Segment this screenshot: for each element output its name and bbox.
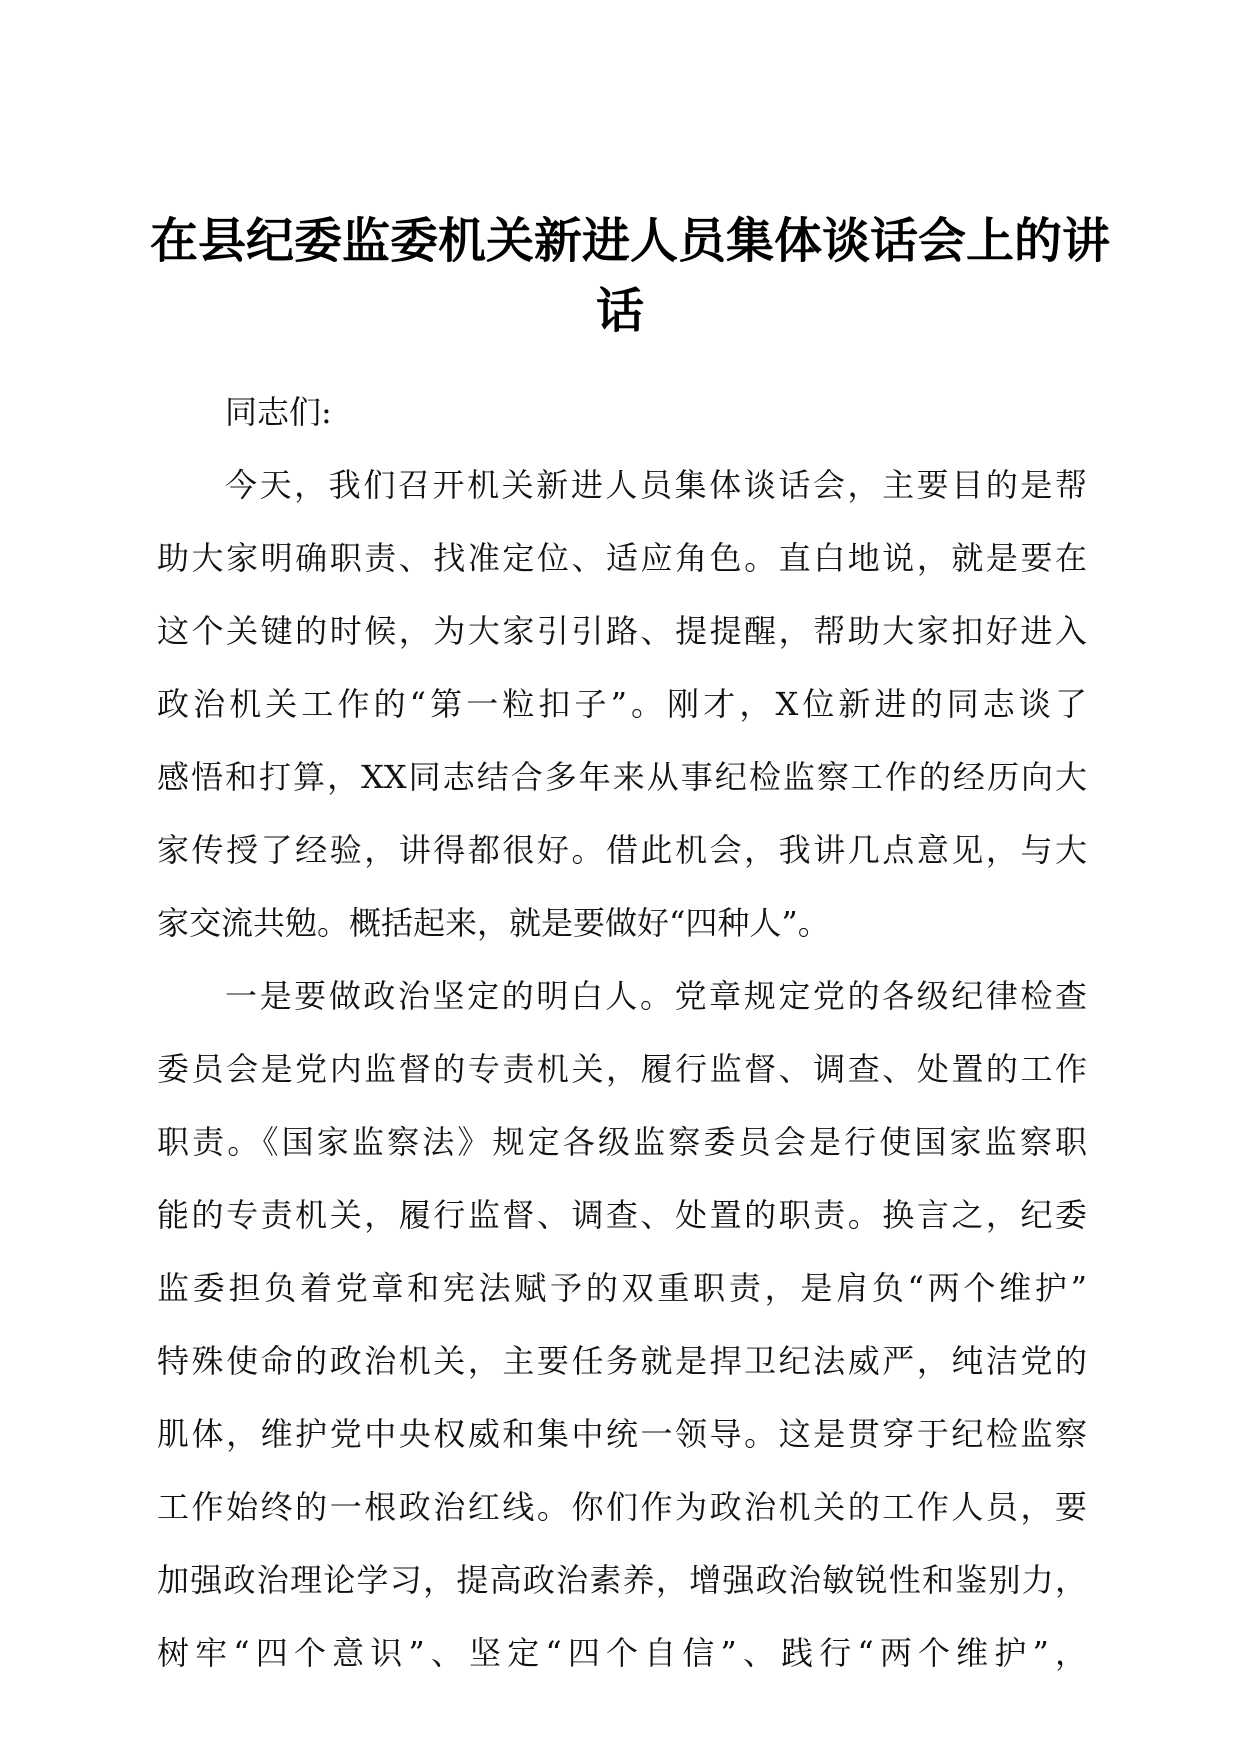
body-line-6: 家传授了经验，讲得都很好。借此机会，我讲几点意见，与大: [157, 831, 1087, 869]
body-line-1: 今天，我们召开机关新进人员集体谈话会，主要目的是帮: [225, 466, 1087, 504]
title-line-1: 在县纪委监委机关新进人员集体谈话会上的讲: [150, 213, 1111, 269]
body-line-2: 助大家明确职责、找准定位、适应角色。直白地说，就是要在: [157, 539, 1087, 577]
body-line-15: 工作始终的一根政治红线。你们作为政治机关的工作人员，要: [157, 1488, 1087, 1526]
body-line-14: 肌体，维护党中央权威和集中统一领导。这是贯穿于纪检监察: [157, 1415, 1087, 1453]
body-line-16: 加强政治理论学习，提高政治素养，增强政治敏锐性和鉴别力，: [157, 1561, 1087, 1599]
body-line-11: 能的专责机关，履行监督、调查、处置的职责。换言之，纪委: [157, 1196, 1087, 1234]
body-line-12: 监委担负着党章和宪法赋予的双重职责，是肩负“两个维护”: [157, 1269, 1087, 1307]
body-line-13: 特殊使命的政治机关，主要任务就是捍卫纪法威严，纯洁党的: [157, 1342, 1087, 1380]
body-line-3: 这个关键的时候，为大家引引路、提提醒，帮助大家扣好进入: [157, 612, 1087, 650]
body-line-17: 树牢“四个意识”、坚定“四个自信”、践行“两个维护”，: [157, 1634, 1087, 1672]
body-line-8: 一是要做政治坚定的明白人。党章规定党的各级纪律检查: [225, 977, 1087, 1015]
document-title: [150, 206, 1111, 346]
body-line-7: 家交流共勉。概括起来，就是要做好“四种人”。: [157, 904, 830, 942]
document-body: [157, 376, 1087, 1690]
salutation: 同志们:: [225, 393, 332, 431]
body-line-10: 职责。《国家监察法》规定各级监察委员会是行使国家监察职: [157, 1123, 1087, 1161]
body-line-4: 政治机关工作的“第一粒扣子”。刚才，X位新进的同志谈了: [157, 685, 1087, 723]
title-line-2: 话: [595, 283, 644, 339]
body-line-5: 感悟和打算，XX同志结合多年来从事纪检监察工作的经历向大: [157, 758, 1087, 796]
body-line-9: 委员会是党内监督的专责机关，履行监督、调查、处置的工作: [157, 1050, 1087, 1088]
